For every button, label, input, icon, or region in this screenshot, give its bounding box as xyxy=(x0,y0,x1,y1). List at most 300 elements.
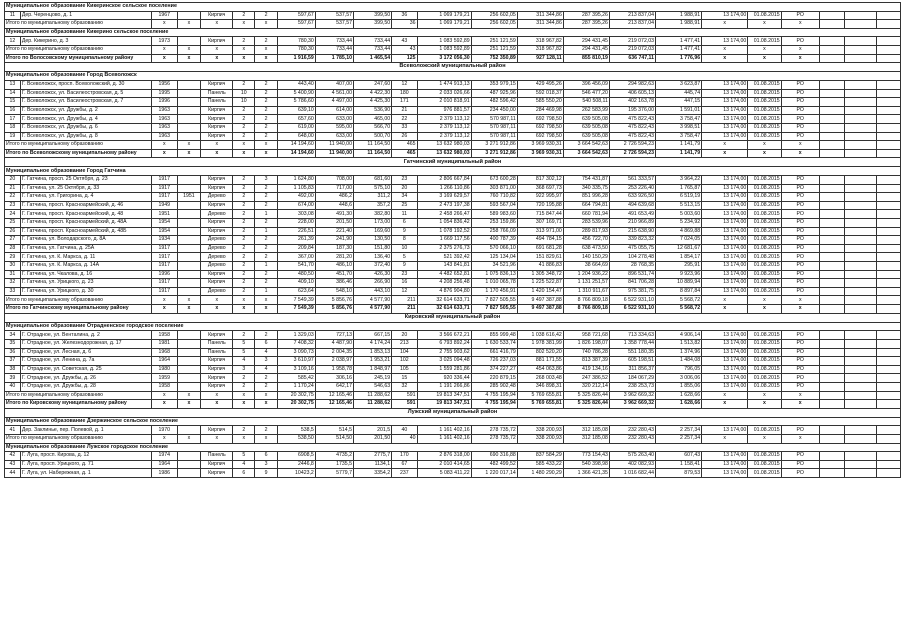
table-cell: 715 847,44 xyxy=(517,210,563,219)
table-cell: 1 559 281,86 xyxy=(417,365,471,374)
table-cell: 445,74 xyxy=(656,89,702,98)
table-cell: 521 392,42 xyxy=(417,253,471,262)
table-cell: 01.08.2015 xyxy=(748,460,781,469)
table-cell: 2446,8 xyxy=(277,460,315,469)
table-cell xyxy=(845,304,877,313)
table-row xyxy=(5,270,901,279)
table-cell: Кирпич xyxy=(201,11,233,20)
table-cell: 537,57 xyxy=(315,11,353,20)
subtotal-row xyxy=(5,391,901,400)
table-cell: 5 786,60 xyxy=(277,98,315,107)
table-row xyxy=(5,382,901,391)
table-cell: 12 165,46 xyxy=(315,400,353,409)
table-cell: 2 010 818,91 xyxy=(417,98,471,107)
table-cell: 2 xyxy=(255,426,277,435)
table-cell xyxy=(845,227,877,236)
section-title: Муниципальное образование Отрадненское городское поселение xyxy=(5,322,901,331)
table-cell: 585,42 xyxy=(277,374,315,383)
table-cell xyxy=(177,331,201,340)
table-cell xyxy=(177,89,201,98)
table-cell: 22 xyxy=(5,193,21,202)
table-cell: 399,50 xyxy=(353,11,391,20)
table-cell xyxy=(819,184,844,193)
table-cell xyxy=(877,20,901,29)
table-cell: 20 302,75 xyxy=(277,400,315,409)
table-cell: 1917 xyxy=(152,287,177,296)
table-cell: 13 174,00 xyxy=(702,253,748,262)
table-cell: 3 xyxy=(255,176,277,185)
table-cell: 01.08.2015 xyxy=(748,253,781,262)
table-cell xyxy=(877,452,901,461)
table-cell: Дерево xyxy=(201,236,233,245)
table-cell: 570 066,10 xyxy=(471,244,517,253)
table-cell: x xyxy=(233,45,255,54)
table-cell: 10 xyxy=(392,244,417,253)
table-cell: 1934 xyxy=(152,236,177,245)
table-cell xyxy=(877,141,901,150)
table-row xyxy=(5,236,901,245)
table-cell: 303 871,00 xyxy=(471,184,517,193)
table-cell: 23 xyxy=(5,201,21,210)
table-cell: Кирпич xyxy=(201,106,233,115)
table-cell: 13 174,00 xyxy=(702,37,748,46)
table-cell: 673 600,28 xyxy=(471,176,517,185)
table-cell: Кирпич xyxy=(201,469,233,478)
table-cell: 23 xyxy=(392,176,417,185)
table-cell: x xyxy=(255,391,277,400)
table-cell: 1 170,24 xyxy=(277,382,315,391)
table-cell xyxy=(819,89,844,98)
table-cell xyxy=(845,98,877,107)
table-cell: Кирпич xyxy=(201,279,233,288)
table-cell: 01.08.2015 xyxy=(748,339,781,348)
table-row xyxy=(5,227,901,236)
table-cell: 546 477,20 xyxy=(563,89,609,98)
section-header-row xyxy=(5,3,901,12)
table-cell: 429 495,26 xyxy=(517,80,563,89)
table-cell: 851 996,28 xyxy=(563,193,609,202)
table-cell: 2 xyxy=(233,287,255,296)
table-cell: 247,60 xyxy=(353,80,391,89)
table-row xyxy=(5,357,901,366)
table-cell: Панель xyxy=(201,339,233,348)
table-cell: 1 141,79 xyxy=(656,149,702,158)
table-row xyxy=(5,184,901,193)
table-row xyxy=(5,426,901,435)
table-cell: 238 253,73 xyxy=(609,382,655,391)
table-cell xyxy=(845,123,877,132)
table-cell: 67 xyxy=(392,460,417,469)
table-cell: 813 387,39 xyxy=(563,357,609,366)
table-cell xyxy=(819,426,844,435)
table-cell: 720 195,88 xyxy=(517,201,563,210)
table-cell: 1986 xyxy=(152,469,177,478)
table-cell: 2 xyxy=(233,37,255,46)
table-cell xyxy=(819,45,844,54)
table-cell: x xyxy=(748,391,781,400)
table-cell: x xyxy=(748,435,781,444)
table-cell: 760 710,82 xyxy=(471,193,517,202)
table-cell: 2 xyxy=(255,270,277,279)
table-cell: 01.08.2015 xyxy=(748,382,781,391)
table-cell: 402 082,93 xyxy=(609,460,655,469)
table-cell: 1 191 266,86 xyxy=(417,382,471,391)
table-cell: 1 083 592,89 xyxy=(417,37,471,46)
table-cell: x xyxy=(177,20,201,29)
table-cell: РО xyxy=(781,98,819,107)
table-cell: 1959 xyxy=(152,374,177,383)
table-cell xyxy=(177,339,201,348)
table-cell: 01.08.2015 xyxy=(748,236,781,245)
table-cell: 262 583,99 xyxy=(563,106,609,115)
table-cell: 1 669 117,56 xyxy=(417,236,471,245)
table-cell: x xyxy=(177,400,201,409)
table-row xyxy=(5,210,901,219)
table-row xyxy=(5,348,901,357)
table-cell: x xyxy=(177,435,201,444)
table-cell: 26 xyxy=(392,132,417,141)
table-cell: 692 798,50 xyxy=(517,115,563,124)
table-cell: 475 055,75 xyxy=(609,244,655,253)
table-cell: 465,00 xyxy=(353,115,391,124)
table-cell: 14 xyxy=(5,89,21,98)
table-cell: 1 266 110,86 xyxy=(417,184,471,193)
table-cell: 386,46 xyxy=(315,279,353,288)
table-cell: 303,08 xyxy=(277,210,315,219)
table-cell: 2 xyxy=(255,201,277,210)
section-header-row xyxy=(5,322,901,331)
table-cell: 294 982,63 xyxy=(609,80,655,89)
table-cell: РО xyxy=(781,460,819,469)
table-cell: Дерево xyxy=(201,253,233,262)
table-cell xyxy=(177,426,201,435)
table-cell: x xyxy=(781,400,819,409)
table-cell: Кирпич xyxy=(201,37,233,46)
table-cell: 1970 xyxy=(152,426,177,435)
table-cell: 01.08.2015 xyxy=(748,262,781,271)
table-cell: 465 xyxy=(392,149,417,158)
total-label: Итого по Гатчинскому муниципальному району xyxy=(5,304,152,313)
table-cell: 3 566 672,21 xyxy=(417,331,471,340)
table-cell: 285 902,48 xyxy=(471,382,517,391)
table-cell: 1968 xyxy=(152,348,177,357)
table-cell: 2 xyxy=(233,262,255,271)
table-cell xyxy=(177,262,201,271)
table-cell xyxy=(877,253,901,262)
table-cell: 253 226,40 xyxy=(609,184,655,193)
table-cell: 1954 xyxy=(152,219,177,228)
table-cell: 1 xyxy=(255,227,277,236)
table-row xyxy=(5,365,901,374)
table-cell: 01.08.2015 xyxy=(748,176,781,185)
table-cell: 13 174,00 xyxy=(702,98,748,107)
table-cell: 2 xyxy=(255,193,277,202)
table-cell: 14 194,60 xyxy=(277,149,315,158)
table-cell: 922 995,97 xyxy=(517,193,563,202)
table-cell: Дерево xyxy=(201,262,233,271)
table-cell: 295,91 xyxy=(656,262,702,271)
table-cell: 13 174,00 xyxy=(702,201,748,210)
section-title: Муниципальное образование Лужское городское поселение xyxy=(5,443,901,452)
table-cell xyxy=(877,193,901,202)
table-cell: 287 395,26 xyxy=(563,11,609,20)
table-cell: Г. Отрадное, ул. Венталина, д. 2 xyxy=(20,331,151,340)
table-cell: 396 456,09 xyxy=(563,80,609,89)
table-cell: 01.08.2015 xyxy=(748,115,781,124)
table-cell xyxy=(819,400,844,409)
table-cell: 1981 xyxy=(152,339,177,348)
table-cell: 1 366 421,35 xyxy=(563,469,609,478)
table-cell: Кирпич xyxy=(201,201,233,210)
table-cell xyxy=(877,176,901,185)
table-cell: 639,10 xyxy=(277,106,315,115)
table-cell: 607,43 xyxy=(656,452,702,461)
table-cell: 2 xyxy=(233,176,255,185)
table-cell: 1917 xyxy=(152,193,177,202)
table-cell: x xyxy=(201,54,233,63)
table-cell: 13 632 980,03 xyxy=(417,141,471,150)
table-cell xyxy=(819,331,844,340)
table-cell: 13 174,00 xyxy=(702,184,748,193)
table-cell: 500,70 xyxy=(353,132,391,141)
table-cell: x xyxy=(255,435,277,444)
table-cell: x xyxy=(233,149,255,158)
table-cell: 2 806 667,84 xyxy=(417,176,471,185)
table-cell: 536,90 xyxy=(353,106,391,115)
table-cell: 548,10 xyxy=(315,287,353,296)
table-cell xyxy=(845,236,877,245)
table-cell: 1 158,41 xyxy=(656,460,702,469)
district-title: Гатчинский муниципальный район xyxy=(5,158,901,167)
table-cell: 10 xyxy=(233,89,255,98)
table-cell: 2 xyxy=(255,219,277,228)
table-cell xyxy=(877,106,901,115)
table-cell xyxy=(177,115,201,124)
table-cell xyxy=(177,106,201,115)
table-cell: Г. Луга, просп. Урицкого, д. 71 xyxy=(20,460,151,469)
table-cell: Кирпич xyxy=(201,184,233,193)
table-cell xyxy=(845,400,877,409)
table-cell: x xyxy=(177,45,201,54)
table-cell xyxy=(877,262,901,271)
table-cell: 13 174,00 xyxy=(702,80,748,89)
table-cell: РО xyxy=(781,469,819,478)
table-row xyxy=(5,123,901,132)
table-cell: 2 xyxy=(255,89,277,98)
table-cell: 104 xyxy=(392,348,417,357)
table-cell: x xyxy=(177,391,201,400)
table-cell: 1 477,41 xyxy=(656,37,702,46)
table-cell: 447,15 xyxy=(656,98,702,107)
table-cell: 4 561,00 xyxy=(315,89,353,98)
table-cell: Кирпич xyxy=(201,80,233,89)
table-cell: x xyxy=(233,141,255,150)
table-cell: 2 xyxy=(233,11,255,20)
table-cell: 01.08.2015 xyxy=(748,287,781,296)
table-cell: 01.08.2015 xyxy=(748,331,781,340)
section-title: Муниципальное образование Город Гатчина xyxy=(5,167,901,176)
table-cell: 754 431,87 xyxy=(563,176,609,185)
table-cell: 20 xyxy=(392,184,417,193)
table-cell: x xyxy=(781,20,819,29)
table-cell xyxy=(177,460,201,469)
table-cell: 1 988,91 xyxy=(656,11,702,20)
table-cell xyxy=(877,201,901,210)
table-cell: 3354,2 xyxy=(353,469,391,478)
table-cell: 3 090,73 xyxy=(277,348,315,357)
table-cell: 4735,2 xyxy=(315,452,353,461)
table-cell: 3 758,47 xyxy=(656,115,702,124)
table-cell: 201,5 xyxy=(353,426,391,435)
table-cell: Дерево xyxy=(201,193,233,202)
table-cell: 802 520,20 xyxy=(517,348,563,357)
table-cell: 12 681,67 xyxy=(656,244,702,253)
table-cell: 184 067,29 xyxy=(609,374,655,383)
table-cell: 2 xyxy=(255,253,277,262)
table-cell xyxy=(845,80,877,89)
table-cell: 38 664,69 xyxy=(563,262,609,271)
table-cell: 311,2 xyxy=(353,193,391,202)
table-cell: 491 653,49 xyxy=(609,210,655,219)
table-cell: 13 174,00 xyxy=(702,270,748,279)
table-cell: 11 xyxy=(392,210,417,219)
table-cell: 6 xyxy=(233,469,255,478)
table-cell: 1949 xyxy=(152,201,177,210)
table-cell: РО xyxy=(781,184,819,193)
table-cell: 151,80 xyxy=(353,244,391,253)
table-cell: 5779,7 xyxy=(315,469,353,478)
table-cell: 180 xyxy=(392,89,417,98)
table-cell: 15 xyxy=(392,374,417,383)
table-cell: x xyxy=(702,54,748,63)
table-row xyxy=(5,37,901,46)
district-total-row xyxy=(5,400,901,409)
table-cell: 38 xyxy=(5,365,21,374)
table-cell: x xyxy=(702,435,748,444)
table-cell: 10 889,94 xyxy=(656,279,702,288)
table-cell: 1 480 290,29 xyxy=(517,469,563,478)
table-cell: 1 628,66 xyxy=(656,391,702,400)
table-cell: x xyxy=(152,141,177,150)
table-cell: 3 623,87 xyxy=(656,80,702,89)
table-cell: 256 602,05 xyxy=(471,11,517,20)
table-cell: 13 174,00 xyxy=(702,348,748,357)
table-cell: 1 170 456,91 xyxy=(471,287,517,296)
table-cell: 2 xyxy=(233,210,255,219)
table-cell: 3 962 669,32 xyxy=(609,400,655,409)
table-cell: 2 xyxy=(233,201,255,210)
table-cell: 22 xyxy=(392,115,417,124)
table-cell: 2 xyxy=(233,106,255,115)
table-cell: 140 150,29 xyxy=(563,253,609,262)
table-cell: x xyxy=(781,45,819,54)
table-cell: Кирпич xyxy=(201,270,233,279)
table-cell: 1 310 911,67 xyxy=(563,287,609,296)
table-cell: 368 697,73 xyxy=(517,184,563,193)
table-cell: 1 xyxy=(255,210,277,219)
district-total-row xyxy=(5,54,901,63)
district-title: Всеволожский муниципальный район xyxy=(5,63,901,72)
table-cell: 30 xyxy=(5,262,21,271)
table-cell xyxy=(819,219,844,228)
table-cell: 636 747,11 xyxy=(609,54,655,63)
table-cell: x xyxy=(748,54,781,63)
table-cell xyxy=(845,339,877,348)
table-cell: 24 xyxy=(5,210,21,219)
table-cell: 486,2 xyxy=(315,193,353,202)
subtotal-row xyxy=(5,435,901,444)
table-cell: 1996 xyxy=(152,98,177,107)
table-cell: 9 xyxy=(392,227,417,236)
table-cell xyxy=(819,106,844,115)
table-cell: x xyxy=(201,400,233,409)
table-cell: 6 xyxy=(392,219,417,228)
table-cell xyxy=(177,210,201,219)
table-cell: 11 940,00 xyxy=(315,141,353,150)
table-cell: 5 856,76 xyxy=(315,296,353,305)
table-cell xyxy=(845,244,877,253)
table-cell: РО xyxy=(781,348,819,357)
table-cell: 570 987,11 xyxy=(471,115,517,124)
table-row xyxy=(5,279,901,288)
table-cell xyxy=(819,11,844,20)
table-cell: 1 420 154,47 xyxy=(517,287,563,296)
table-cell: 12 165,46 xyxy=(315,391,353,400)
table-cell: 43 xyxy=(392,37,417,46)
table-cell: 1 854,17 xyxy=(656,253,702,262)
table-cell: 339 823,32 xyxy=(609,236,655,245)
table-cell: 692 798,50 xyxy=(517,132,563,141)
table-cell: x xyxy=(152,391,177,400)
table-cell: 733,44 xyxy=(353,45,391,54)
table-cell xyxy=(819,357,844,366)
total-label: Итого по Волосовскому муниципальному району xyxy=(5,54,152,63)
table-cell: 1917 xyxy=(152,244,177,253)
table-cell: 475 822,43 xyxy=(609,132,655,141)
table-cell: 2 xyxy=(255,37,277,46)
total-label: Итого по Всеволожскому муниципальному району xyxy=(5,149,152,158)
table-cell: 2 xyxy=(233,244,255,253)
table-cell: 733,44 xyxy=(315,37,353,46)
table-cell: 4 xyxy=(255,365,277,374)
table-cell: 1 xyxy=(255,262,277,271)
section-title: Муниципальное образование Кикерино сельское поселение xyxy=(5,28,901,37)
table-cell xyxy=(845,54,877,63)
district-header-row xyxy=(5,63,901,72)
table-cell: 13 174,00 xyxy=(702,123,748,132)
section-title: Муниципальное образование Дзержинское сельское поселение xyxy=(5,417,901,426)
table-cell: 1 069 179,21 xyxy=(417,20,471,29)
table-cell: 6908,5 xyxy=(277,452,315,461)
table-cell: РО xyxy=(781,176,819,185)
table-cell: 13 174,00 xyxy=(702,11,748,20)
table-cell: 4 208 256,48 xyxy=(417,279,471,288)
table-cell: 2 257,34 xyxy=(656,426,702,435)
table-cell: 13 174,00 xyxy=(702,357,748,366)
table-cell: 2 xyxy=(233,279,255,288)
table-cell: 13 174,00 xyxy=(702,244,748,253)
table-cell: 3 664 542,63 xyxy=(563,141,609,150)
table-cell: x xyxy=(702,391,748,400)
table-cell: 6 793 892,24 xyxy=(417,339,471,348)
table-cell: x xyxy=(233,400,255,409)
table-cell: 5 003,60 xyxy=(656,210,702,219)
table-cell: x xyxy=(781,435,819,444)
document-page xyxy=(4,2,901,478)
table-cell: 13 174,00 xyxy=(702,132,748,141)
table-cell: Панель xyxy=(201,98,233,107)
table-cell: 5 083 411,22 xyxy=(417,469,471,478)
